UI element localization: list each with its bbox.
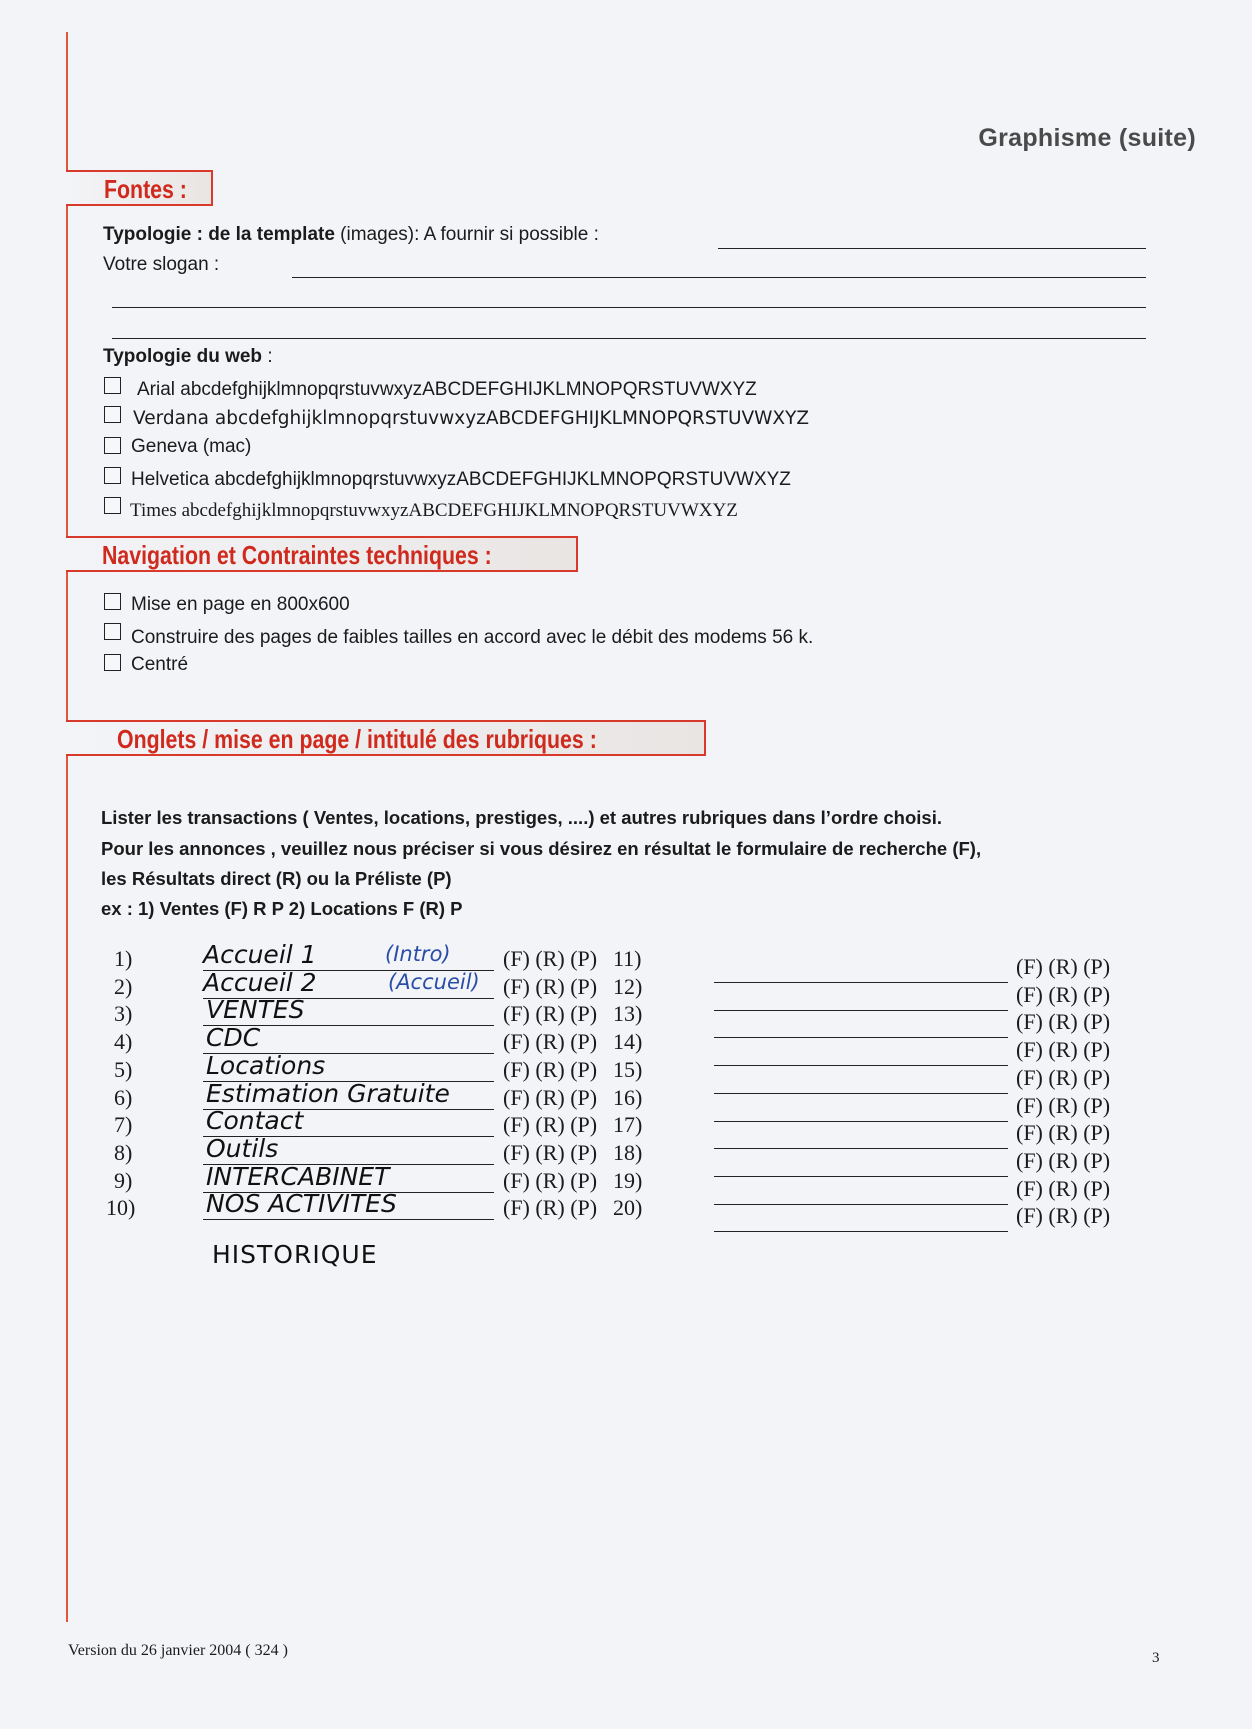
option-markers[interactable]: (F) (R) (P) bbox=[1016, 1009, 1111, 1034]
option-markers[interactable]: (F) (R) (P) bbox=[503, 974, 598, 999]
row-number: 2) bbox=[114, 974, 133, 999]
typologie-web-colon: : bbox=[262, 346, 273, 367]
entry-input-line[interactable] bbox=[714, 1121, 1008, 1122]
row-number: 1) bbox=[114, 946, 133, 971]
checkbox-arial[interactable] bbox=[104, 377, 121, 394]
section-title: Fontes : bbox=[104, 174, 187, 204]
handwritten-entry: Outils bbox=[206, 1134, 279, 1163]
page-number: 3 bbox=[1152, 1650, 1160, 1666]
option-markers[interactable]: (F) (R) (P) bbox=[1016, 954, 1111, 979]
handwritten-entry: Accueil 2 bbox=[203, 968, 317, 997]
row-number: 12) bbox=[613, 974, 643, 999]
entry-input-line[interactable] bbox=[714, 982, 1008, 983]
row-number: 11) bbox=[613, 946, 642, 971]
section-title: Navigation et Contraintes techniques : bbox=[102, 540, 492, 570]
row-number: 20) bbox=[613, 1195, 643, 1220]
handwritten-entry: Locations bbox=[206, 1051, 326, 1080]
margin-rule bbox=[66, 32, 68, 1622]
entry-input-line[interactable] bbox=[714, 1148, 1008, 1149]
handwritten-entry: VENTES bbox=[206, 995, 305, 1024]
option-markers[interactable]: (F) (R) (P) bbox=[1016, 1065, 1111, 1090]
handwritten-entry: NOS ACTIVITES bbox=[206, 1189, 397, 1218]
font-option-geneva: Geneva (mac) bbox=[131, 436, 252, 457]
row-number: 5) bbox=[114, 1057, 133, 1082]
slogan-input-line[interactable] bbox=[292, 277, 1146, 278]
option-markers[interactable]: (F) (R) (P) bbox=[1016, 1203, 1111, 1228]
typologie-template-note: (images): A fournir si possible : bbox=[334, 224, 599, 245]
typologie-template-label: Typologie : de la template bbox=[103, 224, 335, 245]
instruction-line: Pour les annonces , veuillez nous préciser si vous désirez en résultat le formulaire de recherche (F), bbox=[101, 838, 982, 859]
font-option-helvetica: Helvetica abcdefghijklmnopqrstuvwxyzABCDEFGHIJKLMNOPQRSTUVWXYZ bbox=[131, 469, 791, 490]
section-title: Onglets / mise en page / intitulé des rubriques : bbox=[117, 724, 597, 754]
row-number: 6) bbox=[114, 1085, 133, 1110]
option-markers[interactable]: (F) (R) (P) bbox=[503, 1057, 598, 1082]
typologie-template-line bbox=[103, 224, 599, 246]
instruction-line: ex : 1) Ventes (F) R P 2) Locations F (R) P bbox=[101, 898, 463, 919]
checkbox-faibles-tailles[interactable] bbox=[104, 623, 121, 640]
checkbox-helvetica[interactable] bbox=[104, 467, 121, 484]
typologie-web-label: Typologie du web bbox=[103, 346, 263, 367]
checkbox-centre[interactable] bbox=[104, 654, 121, 671]
option-markers[interactable]: (F) (R) (P) bbox=[503, 1195, 598, 1220]
footer-version: Version du 26 janvier 2004 ( 324 ) bbox=[68, 1642, 288, 1659]
row-number: 16) bbox=[613, 1085, 643, 1110]
option-markers[interactable]: (F) (R) (P) bbox=[1016, 1148, 1111, 1173]
option-markers[interactable]: (F) (R) (P) bbox=[1016, 982, 1111, 1007]
option-markers[interactable]: (F) (R) (P) bbox=[1016, 1176, 1111, 1201]
option-markers[interactable]: (F) (R) (P) bbox=[503, 1001, 598, 1026]
row-number: 13) bbox=[613, 1001, 643, 1026]
row-number: 10) bbox=[106, 1195, 136, 1220]
row-number: 8) bbox=[114, 1140, 133, 1165]
slogan-label: Votre slogan : bbox=[103, 254, 220, 275]
row-number: 19) bbox=[613, 1168, 643, 1193]
row-number: 14) bbox=[613, 1029, 643, 1054]
handwritten-note: (Accueil) bbox=[388, 970, 480, 994]
nav-option-800x600: Mise en page en 800x600 bbox=[131, 594, 350, 615]
checkbox-geneva[interactable] bbox=[104, 437, 121, 454]
instruction-line: Lister les transactions ( Ventes, locations, prestiges, ....) et autres rubriques dans l’ordre choisi. bbox=[101, 807, 942, 828]
section-header-navigation bbox=[66, 536, 578, 572]
entry-input-line[interactable] bbox=[714, 1093, 1008, 1094]
nav-option-faibles-tailles: Construire des pages de faibles tailles en accord avec le débit des modems 56 k. bbox=[131, 627, 814, 648]
slogan-input-line-3[interactable] bbox=[112, 338, 1146, 339]
font-option-verdana: Verdana abcdefghijklmnopqrstuvwxyzABCDEFGHIJKLMNOPQRSTUVWXYZ bbox=[133, 408, 810, 429]
nav-option-centre: Centré bbox=[131, 654, 189, 675]
page-title: Graphisme (suite) bbox=[978, 124, 1196, 152]
option-markers[interactable]: (F) (R) (P) bbox=[503, 1140, 598, 1165]
handwritten-note: (Intro) bbox=[385, 942, 451, 966]
row-number: 4) bbox=[114, 1029, 133, 1054]
font-option-arial: Arial abcdefghijklmnopqrstuvwxyzABCDEFGHIJKLMNOPQRSTUVWXYZ bbox=[137, 379, 757, 400]
handwritten-entry: CDC bbox=[206, 1023, 261, 1052]
template-input-line[interactable] bbox=[718, 248, 1146, 249]
entry-input-line[interactable] bbox=[714, 1010, 1008, 1011]
option-markers[interactable]: (F) (R) (P) bbox=[1016, 1120, 1111, 1145]
entry-input-line[interactable] bbox=[714, 1037, 1008, 1038]
section-header-fontes bbox=[66, 170, 213, 206]
row-number: 7) bbox=[114, 1112, 133, 1137]
entry-input-line[interactable] bbox=[714, 1065, 1008, 1066]
option-markers[interactable]: (F) (R) (P) bbox=[503, 946, 598, 971]
option-markers[interactable]: (F) (R) (P) bbox=[503, 1112, 598, 1137]
entry-input-line[interactable] bbox=[714, 1204, 1008, 1205]
slogan-input-line-2[interactable] bbox=[112, 307, 1146, 308]
typologie-web-line bbox=[103, 346, 273, 368]
handwritten-entry: Estimation Gratuite bbox=[206, 1079, 450, 1108]
option-markers[interactable]: (F) (R) (P) bbox=[503, 1085, 598, 1110]
handwritten-entry: Accueil 1 bbox=[203, 940, 317, 969]
row-number: 15) bbox=[613, 1057, 643, 1082]
entry-input-line[interactable] bbox=[714, 1176, 1008, 1177]
row-number: 9) bbox=[114, 1168, 133, 1193]
checkbox-times[interactable] bbox=[104, 497, 121, 514]
checkbox-800x600[interactable] bbox=[104, 593, 121, 610]
handwritten-entry: INTERCABINET bbox=[206, 1162, 390, 1191]
section-header-onglets bbox=[66, 720, 706, 756]
instruction-line: les Résultats direct (R) ou la Préliste (P) bbox=[101, 868, 452, 889]
handwritten-extra-entry: HISTORIQUE bbox=[212, 1240, 378, 1269]
row-number: 17) bbox=[613, 1112, 643, 1137]
checkbox-verdana[interactable] bbox=[104, 406, 121, 423]
font-option-times: Times abcdefghijklmnopqrstuvwxyzABCDEFGHIJKLMNOPQRSTUVWXYZ bbox=[130, 500, 738, 521]
entry-input-line[interactable] bbox=[714, 1231, 1008, 1232]
option-markers[interactable]: (F) (R) (P) bbox=[503, 1168, 598, 1193]
option-markers[interactable]: (F) (R) (P) bbox=[1016, 1037, 1111, 1062]
handwritten-entry: Contact bbox=[206, 1106, 304, 1135]
row-number: 3) bbox=[114, 1001, 133, 1026]
entry-input-line[interactable] bbox=[203, 1219, 494, 1220]
option-markers[interactable]: (F) (R) (P) bbox=[1016, 1093, 1111, 1118]
row-number: 18) bbox=[613, 1140, 643, 1165]
option-markers[interactable]: (F) (R) (P) bbox=[503, 1029, 598, 1054]
